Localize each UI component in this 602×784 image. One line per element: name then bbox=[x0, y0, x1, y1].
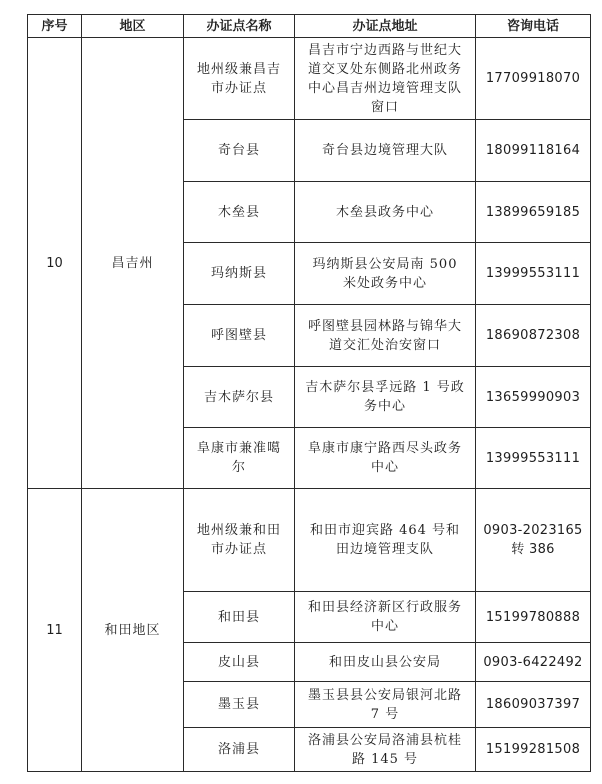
office-address: 阜康市康宁路西尽头政务中心 bbox=[295, 428, 476, 489]
office-phone: 0903-2023165 转 386 bbox=[476, 489, 591, 592]
office-address: 昌吉市宁边西路与世纪大道交叉处东侧路北州政务中心昌吉州边境管理支队窗口 bbox=[295, 38, 476, 120]
table-row bbox=[28, 489, 591, 592]
header-region: 地区 bbox=[82, 15, 184, 38]
office-address: 和田县经济新区行政服务中心 bbox=[295, 592, 476, 643]
group-region: 和田地区 bbox=[82, 489, 184, 772]
office-name: 阜康市兼准噶 尔 bbox=[184, 428, 295, 489]
office-phone: 18609037397 bbox=[476, 682, 591, 728]
office-address: 和田皮山县公安局 bbox=[295, 643, 476, 682]
office-name: 墨玉县 bbox=[184, 682, 295, 728]
office-name: 地州级兼昌吉 市办证点 bbox=[184, 38, 295, 120]
office-address: 吉木萨尔县孚远路 1 号政务中心 bbox=[295, 367, 476, 428]
office-phone: 0903-6422492 bbox=[476, 643, 591, 682]
header-seq: 序号 bbox=[28, 15, 82, 38]
office-phone: 18690872308 bbox=[476, 305, 591, 367]
office-name: 玛纳斯县 bbox=[184, 243, 295, 305]
group-seq: 11 bbox=[28, 489, 82, 772]
office-phone: 17709918070 bbox=[476, 38, 591, 120]
office-phone: 15199780888 bbox=[476, 592, 591, 643]
office-phone: 15199281508 bbox=[476, 728, 591, 772]
office-name: 洛浦县 bbox=[184, 728, 295, 772]
header-row bbox=[28, 15, 591, 38]
table-row bbox=[28, 38, 591, 120]
office-address: 和田市迎宾路 464 号和田边境管理支队 bbox=[295, 489, 476, 592]
office-phone: 13999553111 bbox=[476, 243, 591, 305]
office-name: 皮山县 bbox=[184, 643, 295, 682]
office-name: 木垒县 bbox=[184, 182, 295, 243]
office-address: 墨玉县县公安局银河北路 7 号 bbox=[295, 682, 476, 728]
office-name: 吉木萨尔县 bbox=[184, 367, 295, 428]
office-name: 地州级兼和田 市办证点 bbox=[184, 489, 295, 592]
office-phone: 13999553111 bbox=[476, 428, 591, 489]
office-name: 和田县 bbox=[184, 592, 295, 643]
office-address: 呼图壁县园林路与锦华大道交汇处治安窗口 bbox=[295, 305, 476, 367]
header-office-name: 办证点名称 bbox=[184, 15, 295, 38]
office-table bbox=[27, 14, 591, 772]
office-address: 洛浦县公安局洛浦县杭桂路 145 号 bbox=[295, 728, 476, 772]
office-phone: 13659990903 bbox=[476, 367, 591, 428]
office-phone: 13899659185 bbox=[476, 182, 591, 243]
office-address: 玛纳斯县公安局南 500 米处政务中心 bbox=[295, 243, 476, 305]
office-name: 呼图壁县 bbox=[184, 305, 295, 367]
office-address: 木垒县政务中心 bbox=[295, 182, 476, 243]
office-phone: 18099118164 bbox=[476, 120, 591, 182]
header-office-address: 办证点地址 bbox=[295, 15, 476, 38]
header-phone: 咨询电话 bbox=[476, 15, 591, 38]
group-seq: 10 bbox=[28, 38, 82, 489]
group-region: 昌吉州 bbox=[82, 38, 184, 489]
office-address: 奇台县边境管理大队 bbox=[295, 120, 476, 182]
office-name: 奇台县 bbox=[184, 120, 295, 182]
